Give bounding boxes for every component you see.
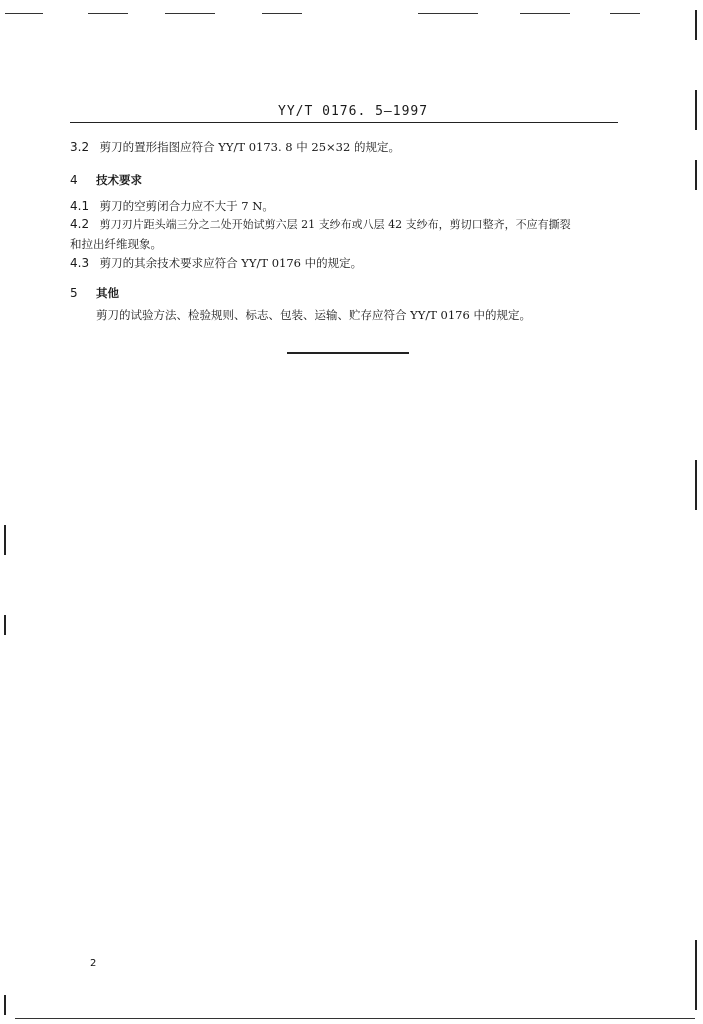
clause-text-line2: 和拉出纤维现象。 — [70, 237, 162, 251]
scan-artifact-right-5 — [695, 940, 697, 1010]
section-5-body — [96, 307, 531, 323]
scan-artifact-top-6 — [610, 13, 640, 14]
clause-4-3 — [70, 255, 362, 271]
scan-artifact-top-3 — [262, 13, 302, 14]
scan-artifact-left-1 — [4, 525, 6, 555]
page-number: 2 — [90, 958, 97, 969]
scan-artifact-bottom — [15, 1018, 695, 1019]
section-number: 5 — [70, 286, 78, 300]
end-of-document-rule — [287, 352, 409, 354]
clause-text-line1: 剪刀刃片距头端三分之二处开始试剪六层 21 支纱布或八层 42 支纱布，剪切口整齐，不应有撕裂 — [99, 218, 571, 231]
clause-4-1 — [70, 198, 274, 214]
clause-number: 4.3 — [70, 256, 90, 270]
clause-number: 4.1 — [70, 199, 90, 213]
section-body-text: 剪刀的试验方法、检验规则、标志、包装、运输、贮存应符合 YY/T 0176 中的规定。 — [96, 308, 531, 322]
clause-text: 剪刀的置形指图应符合 YY/T 0173. 8 中 25×32 的规定。 — [99, 140, 400, 154]
section-5-heading — [70, 285, 119, 301]
scan-artifact-right-1 — [695, 10, 697, 40]
section-title: 其他 — [96, 286, 120, 300]
scan-artifact-top-2 — [165, 13, 215, 14]
clause-4-2-continued — [70, 236, 162, 252]
section-4-heading — [70, 172, 142, 188]
clause-text: 剪刀的空剪闭合力应不大于 7 N。 — [99, 199, 274, 213]
scan-artifact-right-3 — [695, 160, 697, 190]
scan-artifact-left-3 — [4, 995, 6, 1015]
clause-text: 剪刀的其余技术要求应符合 YY/T 0176 中的规定。 — [99, 256, 363, 270]
scan-artifact-top-4 — [418, 13, 478, 14]
section-title: 技术要求 — [96, 173, 143, 187]
scan-artifact-top-1 — [88, 13, 128, 14]
scan-artifact-left-2 — [4, 615, 6, 635]
clause-number: 3.2 — [70, 140, 90, 154]
clause-number: 4.2 — [70, 217, 90, 231]
clause-4-2 — [70, 216, 571, 233]
section-number: 4 — [70, 173, 78, 187]
standard-code: YY/T 0176. 5—1997 — [278, 104, 429, 119]
scan-artifact-top-left — [5, 13, 43, 14]
scan-artifact-top-5 — [520, 13, 570, 14]
header-rule — [70, 122, 618, 123]
scan-artifact-right-4 — [695, 460, 697, 510]
clause-3-2 — [70, 139, 400, 155]
scan-artifact-right-2 — [695, 90, 697, 130]
